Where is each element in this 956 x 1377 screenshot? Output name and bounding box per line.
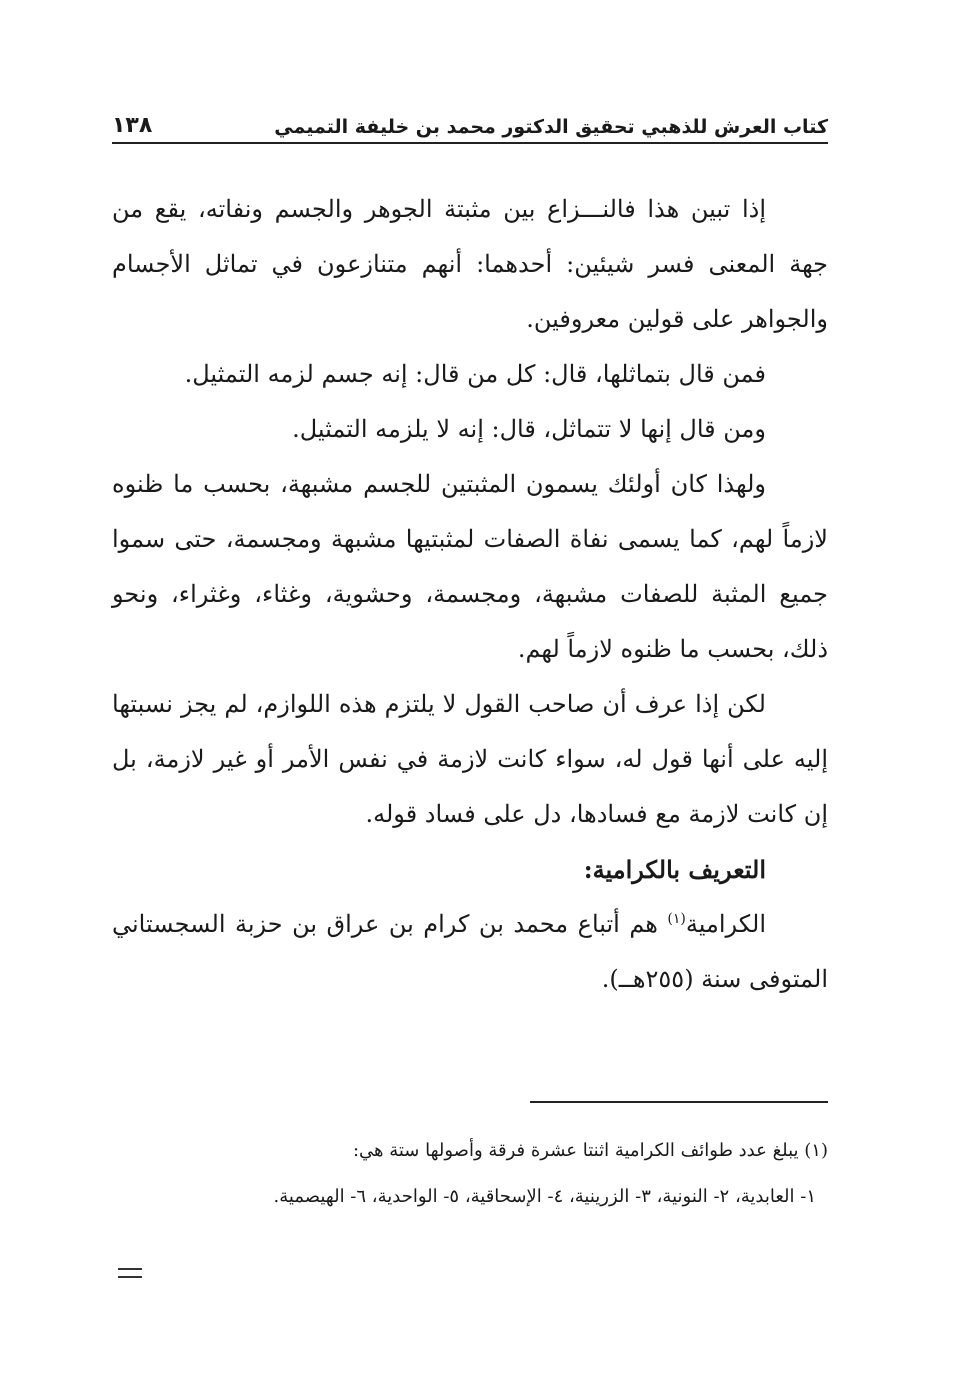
footnote-reference: (١) bbox=[667, 911, 686, 927]
footnotes bbox=[112, 1128, 828, 1220]
main-text bbox=[112, 182, 828, 1007]
footnote-line: ١- العابدية، ٢- النونية، ٣- الزرينية، ٤- الإسحاقية، ٥- الواحدية، ٦- الهيصمية. bbox=[273, 1186, 816, 1207]
paragraph: لكن إذا عرف أن صاحب القول لا يلتزم هذه اللوازم، لم يجز نسبتها إليه على أنها قول له، سواء كانت لازمة في نفس الأمر أو غير لازمة، بل إن كانت لازمة مع فسادها، دل على فساد قوله. bbox=[112, 690, 828, 828]
page-number: ١٣٨ bbox=[112, 113, 153, 138]
page-header bbox=[112, 100, 828, 144]
section-paragraph bbox=[112, 897, 828, 1007]
double-line-mark bbox=[118, 1268, 142, 1278]
section-text: هم أتباع محمد بن كرام بن عراق بن حزبة السجستاني المتوفى سنة (٢٥٥هــ). bbox=[112, 910, 828, 993]
paragraph: ومن قال إنها لا تتماثل، قال: إنه لا يلزمه التمثيل. bbox=[292, 415, 766, 443]
section-heading: التعريف بالكرامية: bbox=[583, 855, 766, 884]
paragraph: فمن قال بتماثلها، قال: كل من قال: إنه جسم لزمه التمثيل. bbox=[184, 360, 766, 388]
running-title: كتاب العرش للذهبي تحقيق الدكتور محمد بن خليفة التميمي bbox=[274, 116, 828, 138]
footnote-line: (١) يبلغ عدد طوائف الكرامية اثنتا عشرة فرقة وأصولها ستة هي: bbox=[352, 1140, 828, 1161]
footnote-separator bbox=[530, 1101, 828, 1103]
paragraph: إذا تبين هذا فالنـــزاع بين مثبتة الجوهر والجسم ونفاته، يقع من جهة المعنى فسر شيئين: أحدهما: أنهم متنازعون في تماثل الأجسام والجواهر على قولين معروفين. bbox=[112, 195, 828, 333]
section-term: الكرامية bbox=[685, 910, 766, 938]
paragraph: ولهذا كان أولئك يسمون المثبتين للجسم مشبهة، بحسب ما ظنوه لازماً لهم، كما يسمى نفاة الصفات لمثبتيها مشبهة ومجسمة، حتى سموا جميع المثبة للصفات مشبهة، ومجسمة، وحشوية، وغثاء، وغثراء، ونحو ذلك، بحسب ما ظنوه لازماً لهم. bbox=[112, 470, 828, 663]
